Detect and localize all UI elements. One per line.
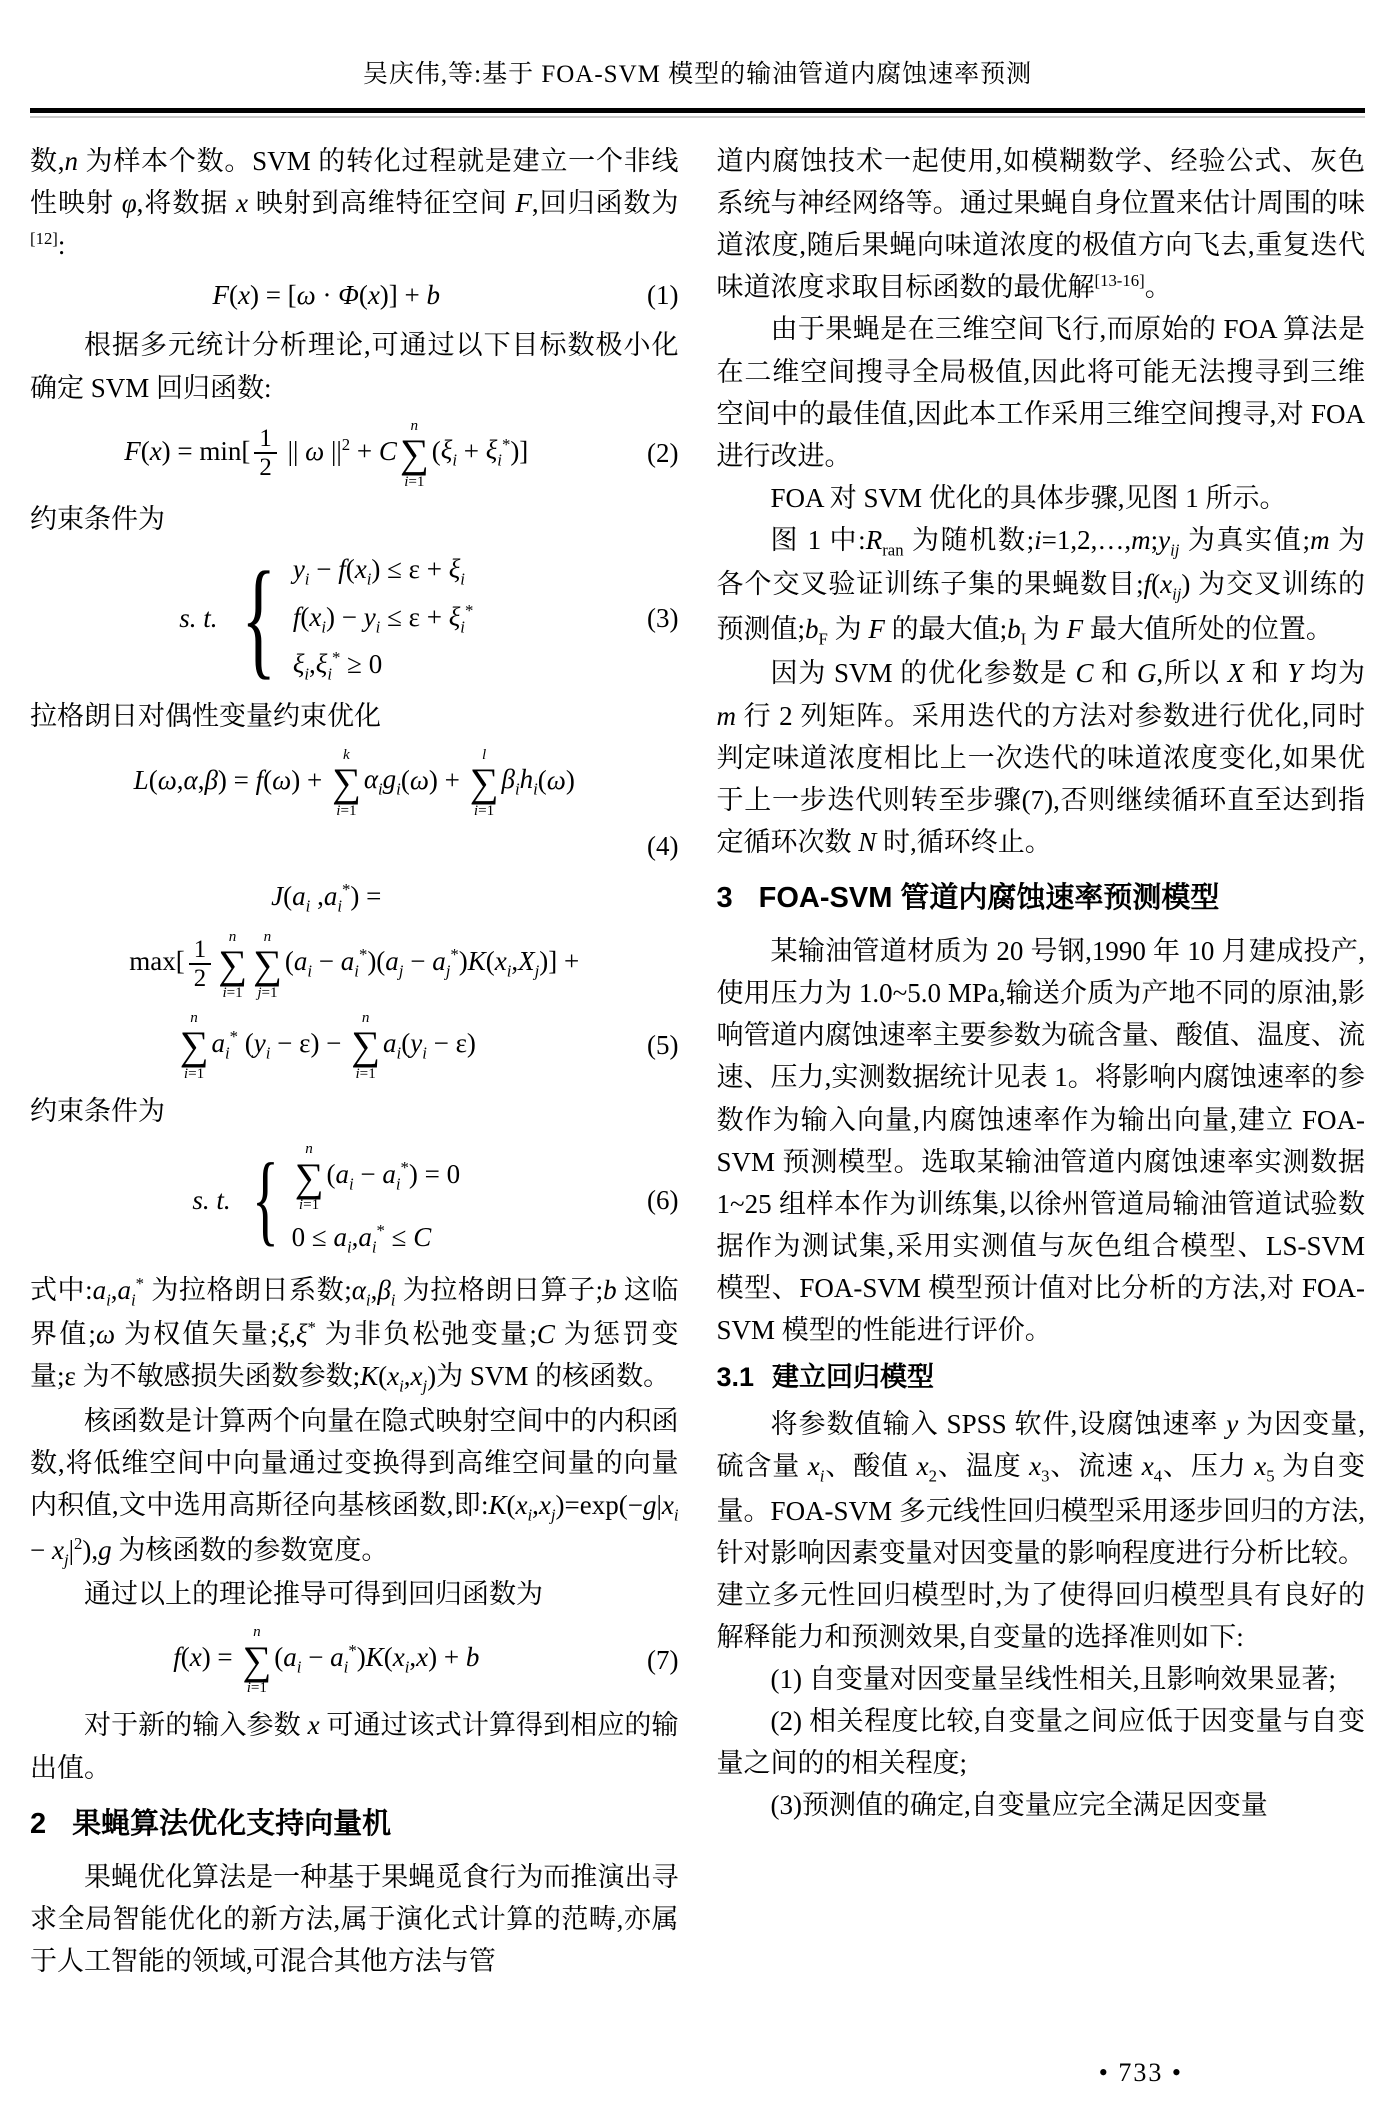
paragraph: 核函数是计算两个向量在隐式映射空间中的内积函数,将低维空间中向量通过变换得到高维空间量的向量内积值,文中选用高斯径向基核函数,即$:K(x_i,x_j)=\exp(-g|x_i - x_j|^2),g$ 为核函数的参数宽度。	[30, 1405, 679, 1569]
right-column	[717, 140, 1366, 1982]
subject-to-label: s. t.	[179, 602, 218, 633]
equation-7	[30, 1623, 679, 1696]
equation-number: (3)	[647, 602, 679, 633]
equation-number: (1)	[647, 280, 679, 311]
case-row: $\xi_i,\xi_i^* \ge 0$	[292, 647, 383, 684]
equation-body: F(x) = min[ $\frac{1}{2}$ || ω $||^2 + C$ n ∑ i=1 $(\xi_i + \xi_i^*)$]	[124, 418, 529, 490]
equation-5-line3	[30, 1009, 679, 1082]
list-item: (3)预测值的确定,自变量应完全满足因变量	[770, 1790, 1268, 1821]
section-title: FOA-SVM 管道内腐蚀速率预测模型	[758, 881, 1220, 914]
lagrange-label: 拉格朗日对偶性变量约束优化	[30, 701, 381, 732]
paragraph: 式中$:a_i,a_i^*$ 为拉格朗日系数$;\alpha_i,\beta_i$ 为拉格朗日算子;b 这临界值;ω 为权值矢量;ξ,ξ* 为非负松弛变量;C 为惩罚变量;ε 为不敏感损失函数参数$;K(x_i,x_j)$为 SVM 的核函数。	[30, 1273, 679, 1396]
header-rule-thick	[30, 108, 1365, 113]
equation-body: L(ω,α,β) = f(ω) + k ∑ i=1 $\alpha_ig_i(\omega)$ + l ∑ i=1 $\beta_ih_i(\omega)$	[133, 746, 575, 819]
equation-5-line2	[30, 927, 679, 1000]
cases-group	[179, 543, 474, 691]
equation-5-line1	[30, 875, 679, 919]
paragraph: 根据多元统计分析理论,可通过以下目标数极小化确定 SVM 回归函数:	[30, 330, 679, 403]
paragraph: 对于新的输入参数 x 可通过该式计算得到相应的输出值。	[30, 1710, 679, 1783]
equation-body: F(x) = [ω · Φ(x)] + b	[212, 280, 441, 311]
equation-body: f(x) = n ∑ i=1 $(a_i - a_i^*)K(x_i,x) + b$	[173, 1624, 480, 1697]
equation-number: (6)	[647, 1185, 679, 1216]
list-item: (2) 相关程度比较,自变量之间应低于因变量与自变量之间的的相关程度;	[716, 1706, 1365, 1779]
constraint-label: 约束条件为	[30, 503, 165, 534]
equation-body	[30, 543, 623, 691]
paragraph: 果蝇优化算法是一种基于果蝇觅食行为而推演出寻求全局智能优化的新方法,属于演化式计算的范畴,亦属于人工智能的领域,可混合其他方法与管	[30, 1861, 679, 1976]
paragraph: 通过以上的理论推导可得到回归函数为	[84, 1579, 543, 1610]
case-row: n ∑ i=1 $(a_i - a_i^*) = 0$	[294, 1141, 461, 1214]
paragraph: 道内腐蚀技术一起使用,如模糊数学、经验公式、灰色系统与神经网络等。通过果蝇自身位置来估计周围的味道浓度,随后果蝇向味道浓度的极值方向飞去,重复迭代味道浓度求取目标函数的最优解[13-16]。	[716, 146, 1365, 303]
section-title: 果蝇算法优化支持向量机	[72, 1807, 392, 1840]
equation-number: (7)	[647, 1644, 679, 1675]
subject-to-label: s. t.	[192, 1185, 231, 1216]
subsection-heading-3-1	[717, 1359, 1366, 1397]
paragraph: 图 1 中$:R_{ran}$ 为随机数$;i=1,2,\dots,m;y_{ij}$ 为真实值;m 为各个交叉验证训练子集的果蝇数目$;f(x_{ij})$ 为交叉训练的预测值$;b_F$ 为 F 的最大值$;b_I$ 为 F 最大值所处的位置。	[716, 524, 1365, 649]
left-column	[30, 140, 679, 1982]
equation-2	[30, 417, 679, 490]
left-brace: {	[241, 543, 277, 691]
cases-group	[192, 1140, 460, 1261]
equation-number: (4)	[647, 830, 679, 861]
case-row: $f(x_i) - y_i \le \varepsilon + \xi_i^*$	[292, 600, 474, 636]
equation-6	[30, 1140, 679, 1261]
running-head: 吴庆伟,等:基于 FOA-SVM 模型的输油管道内腐蚀速率预测	[362, 61, 1033, 88]
constraint-label: 约束条件为	[30, 1095, 165, 1126]
equation-body	[30, 1140, 623, 1261]
section-heading-3	[717, 879, 1366, 918]
subsection-title: 建立回归模型	[772, 1362, 935, 1393]
two-column-body	[30, 140, 1365, 1982]
page-number: • 733 •	[1098, 2058, 1183, 2087]
equation-4	[30, 746, 679, 819]
paragraph: 数,n 为样本个数。SVM 的转化过程就是建立一个非线性映射 φ,将数据 x 映射到高维特征空间 F,回归函数为[12]:	[30, 146, 679, 261]
case-row: $0 \le a_i,a_i^* \le C$	[291, 1221, 432, 1257]
paragraph: 由于果蝇是在三维空间飞行,而原始的 FOA 算法是在二维空间搜寻全局极值,因此将可能无法搜寻到三维空间中的最佳值,因此本工作采用三维空间搜寻,对 FOA 进行改进。	[716, 314, 1365, 471]
equation-body: $J(a_i$ $,a_i^*$) =	[271, 879, 382, 916]
left-brace: {	[251, 1143, 279, 1257]
paragraph: 某输油管道材质为 20 号钢,1990 年 10 月建成投产,使用压力为 1.0~5.0 MPa,输送介质为产地不同的原油,影响管道内腐蚀速率主要参数为硫含量、酸值、温度、流速、压力,实测数据统计见表 1。将影响内腐蚀速率的参数作为输入向量,内腐蚀速率作为输出向量,建立 FOA-SVM 预测模型。选取某输油管道内腐蚀速率实测数据 1~25 组样本作为训练集,以徐州管道局输油管道试验数据作为测试集,采用实测值与灰色组合模型、LS-SVM 模型、FOA-SVM 模型预计值对比分析的方法,对 FOA-SVM 模型的性能进行评价。	[716, 936, 1365, 1346]
equation-body: n ∑ i=1 $a_i^*$ $(y_i - \varepsilon)$ − n ∑ i=1 $a_i(y_i - \varepsilon)$	[179, 1010, 476, 1082]
section-heading-2	[30, 1805, 679, 1844]
section-number: 2	[30, 1807, 47, 1840]
section-number: 3	[716, 881, 733, 914]
list-item: (1) 自变量对因变量呈线性相关,且影响效果显著;	[770, 1664, 1336, 1695]
equation-1	[30, 274, 679, 316]
case-row: $y_i - f(x_i) \le \varepsilon + \xi_i$	[292, 554, 465, 589]
paragraph: 将参数值输入 SPSS 软件,设腐蚀速率 y 为因变量,硫含量 $x_i$、酸值 $x_2$、温度 $x_3$、流速 $x_4$、压力 $x_5$ 为自变量。FOA-SVM 多元线性回归模型采用逐步回归的方法,针对影响因素变量对因变量的影响程度进行分析比较。建立多元性回归模型时,为了使得回归模型具有良好的解释能力和预测效果,自变量的选择准则如下:	[716, 1409, 1366, 1652]
paragraph: FOA 对 SVM 优化的具体步骤,见图 1 所示。	[770, 482, 1287, 513]
subsection-number: 3.1	[716, 1362, 755, 1393]
header-rule-thin	[30, 116, 1365, 118]
equation-number: (2)	[647, 438, 679, 469]
equation-number: (5)	[647, 1030, 679, 1061]
equation-3	[30, 543, 679, 691]
equation-body: max[ $\frac{1}{2}$ n ∑ i=1 n ∑ j=1 $(a_i - a_i^*)(a_j - a_j^*)K(x_i,X_j)$] +	[129, 928, 580, 1001]
paragraph: 因为 SVM 的优化参数是 C 和 G,所以 X 和 Y 均为 m 行 2 列矩阵。采用迭代的方法对参数进行优化,同时判定味道浓度相比上一次迭代的味道浓度变化,如果优于上一步迭代则转至步骤(7),否则继续循环直至达到指定循环次数 N 时,循环终止。	[716, 658, 1366, 857]
